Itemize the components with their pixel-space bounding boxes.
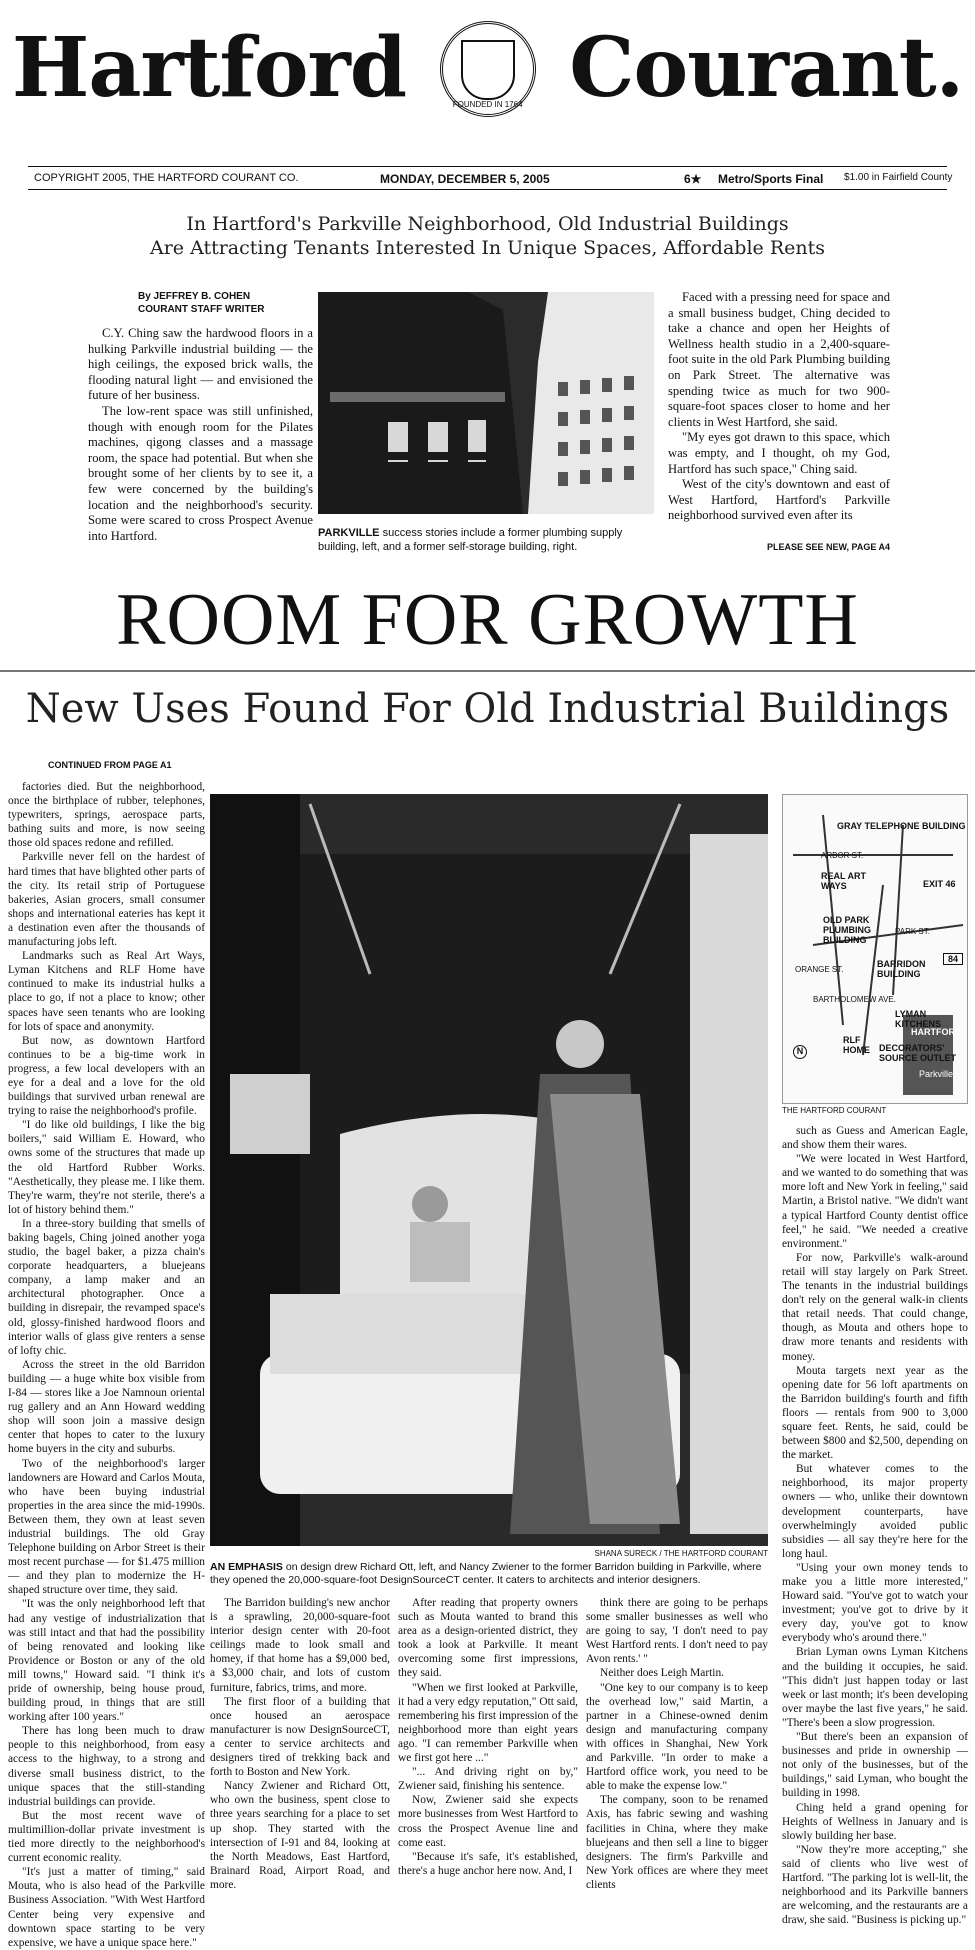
masthead bbox=[0, 18, 975, 123]
paragraph: think there are going to be perhaps some smaller businesses as well who are going to say, 'I don't need to pay West Hartford rents. I don't need to pay Avon rents.' " bbox=[586, 1597, 768, 1666]
parkville-map bbox=[782, 794, 968, 1104]
seal-founded: FOUNDED IN 1764 bbox=[452, 99, 523, 109]
paragraph: Two of the neighborhood's larger landowners are Howard and Carlos Mouta, who have been buying industrial properties in the area since the mid-1990s. Between them, they own at least seven industrial buildings. The old Gray Telephone building on Arbor Street is their most recent purchase — for $1.475 million — and they plan to modernize the H-shaped structure over time, they said. bbox=[8, 1457, 205, 1597]
inside-column-bottom-1 bbox=[210, 1596, 390, 1892]
caption-lead: AN EMPHASIS bbox=[210, 1561, 283, 1573]
paragraph: After reading that property owners such as Mouta wanted to brand this area as a design-oriented district, they took a look at Parkville. It meant overcoming some first impressions, they said. bbox=[398, 1597, 578, 1680]
jump-line[interactable]: PLEASE SEE NEW, PAGE A4 bbox=[766, 542, 890, 552]
byline-name: By JEFFREY B. COHEN bbox=[138, 291, 251, 302]
continued-line: CONTINUED FROM PAGE A1 bbox=[48, 760, 172, 770]
paragraph: Landmarks such as Real Art Ways, Lyman Kitchens and RLF Home have continued to make its industrial hulks a place to go, if not a place to know; other spaces have seen tenants who are looking for lots of space and anonymity. bbox=[8, 950, 205, 1033]
map-label: Parkville bbox=[919, 1069, 954, 1079]
paragraph: Parkville never fell on the hardest of hard times that have blighted other parts of the city. Its retail strip of Portuguese bakeries, Asian grocers, small consumer shops and international eateries has kept it a destination even after the thousands of manufacturing jobs left. bbox=[8, 851, 205, 949]
paragraph: such as Guess and American Eagle, and show them their wares. bbox=[782, 1125, 968, 1152]
paragraph: "We were located in West Hartford, and we wanted to do something that was more loft and New York in feeling," said Martin, a Bristol native. "We didn't want a typical Hartford County dentist office feel," he said. "We needed a creative environment." bbox=[782, 1153, 968, 1250]
paragraph: The first floor of a building that once housed an aerospace manufacturer is now DesignSourceCT, a center to service architects and designers tired of trekking back and forth to Boston and New York. bbox=[210, 1695, 390, 1779]
paragraph: Ching held a grand opening for Heights of Wellness in January and is slowly building her base. bbox=[782, 1801, 968, 1842]
dateline bbox=[28, 170, 953, 190]
map-label: DECORATORS' SOURCE OUTLET bbox=[879, 1043, 957, 1063]
paragraph: There has long been much to draw people to this neighborhood, from easy access to the highway, to a strong and diverse small business district, to the unique spaces that the still-standing industrial buildings can provide. bbox=[8, 1725, 205, 1808]
paragraph: In a three-story building that smells of baking bagels, Ching joined another yoga studio, the bagel baker, a pizza chain's corporate headquarters, a bluejeans company, a lamp maker and an architectural photographer. Once a building in disrepair, the revamped space's old, glossy-finished hardwood floors and interior walls of glass give renters a sense of lofty chic. bbox=[8, 1217, 205, 1357]
design-center-photo bbox=[210, 794, 768, 1546]
map-label: RLF HOME bbox=[843, 1035, 870, 1055]
map-label: OLD PARK PLUMBING BUILDING bbox=[823, 915, 871, 945]
paragraph: The low-rent space was still unfinished, though with enough room for the Pilates machines, qigong classes and a massage room, the space had potential. But when she brought some of her clients by to see it, a few were concerned by the building's location and the neighborhood's security. Some were scared to cross Prospect Avenue into Hartford. bbox=[88, 403, 313, 543]
dateline-bottom-rule bbox=[28, 189, 947, 190]
deck-line-1: In Hartford's Parkville Neighborhood, Old Industrial Buildings bbox=[186, 213, 789, 235]
map-label: ORANGE ST. bbox=[795, 965, 844, 974]
paragraph: factories died. But the neighborhood, once the birthplace of rubber, telephones, typewriters, springs, aerospace parts, bathing suits and more, is now seeing those old spaces redone and refilled. bbox=[8, 781, 205, 850]
bed-photo bbox=[210, 794, 768, 1546]
map-label: BARRIDON BUILDING bbox=[877, 959, 926, 979]
map-label: HARTFORD bbox=[911, 1027, 962, 1037]
paragraph: But whatever comes to the neighborhood, its major property owners — who, unlike their downtown development counterparts, have overwhelmingly avoided public subsidies — all say they're here for the long haul. bbox=[782, 1463, 968, 1560]
paragraph: "When we first looked at Parkville, it had a very edgy reputation," Ott said, remembering his first impression of the neighborhood more than eight years ago. "I can remember Parkville when we first got here ..." bbox=[398, 1681, 578, 1765]
paragraph: But the most recent wave of multimillion-dollar private investment is tied more directly to the neighborhood's current economic reality. bbox=[8, 1809, 205, 1865]
paragraph: "Because it's safe, it's established, there's a huge anchor here now. And, I bbox=[398, 1850, 578, 1877]
paragraph: Nancy Zwiener and Richard Ott, who own the business, spent close to three years searching for a place to set up shop. They started with the intersection of I-91 and 84, looking at the North Meadows, East Hartford, Brainard Road, Airport Road, and more. bbox=[210, 1780, 390, 1891]
seal-icon bbox=[440, 21, 536, 117]
paragraph: "Now they're more accepting," she said of clients who live west of Hartford. "The parking lot is well-lit, the neighborhood and its Parkville banners are welcoming, and the restaurants are a draw, she said. "Business is picking up." bbox=[782, 1843, 968, 1927]
price: $1.00 in Fairfield County bbox=[844, 172, 953, 183]
front-column-1 bbox=[88, 326, 313, 544]
paragraph: "One key to our company is to keep the overhead low," said Martin, a partner in a Chinese-owned denim design and manufacturing company with offices in Shanghai, New York and Parkville. "In order to make a Hartford office work, you need to be able to make the expense low." bbox=[586, 1681, 768, 1793]
map-credit: THE HARTFORD COURANT bbox=[782, 1106, 887, 1115]
deck-line-2: Are Attracting Tenants Interested In Unique Spaces, Affordable Rents bbox=[149, 237, 825, 259]
front-column-3 bbox=[668, 290, 890, 524]
page-divider bbox=[0, 670, 975, 672]
paragraph: "I do like old buildings, I like the big boilers," said William E. Howard, who owns some of the structures that made up the old Hartford Rubber Works. "Aesthetically, they please me. I like them. They're warm, they're not sterile, there's a lot of history behind them." bbox=[8, 1119, 205, 1216]
paragraph: Brian Lyman owns Lyman Kitchens and the building it occupies, he said. "This didn't just happen today or last week or last month; it's been developing over maybe the last five years," he said. "There's been a slow progression. bbox=[782, 1646, 968, 1729]
buildings-photo bbox=[318, 292, 654, 514]
byline-title: COURANT STAFF WRITER bbox=[138, 304, 265, 315]
paragraph: The Barridon building's new anchor is a sprawling, 20,000-square-foot interior design center with 20-foot ceilings made to look small and homey, if that home has a $9,000 bed, a $3,000 chair, and lots of custom furniture, fabrics, trims, and more. bbox=[210, 1597, 390, 1694]
inside-column-bottom-3 bbox=[586, 1596, 768, 1892]
front-byline bbox=[138, 290, 313, 316]
photo-caption bbox=[210, 1561, 768, 1587]
map-label: GRAY TELEPHONE BUILDING bbox=[837, 821, 966, 831]
inside-column-1 bbox=[8, 780, 205, 1950]
front-photo-caption bbox=[318, 526, 654, 554]
paragraph: Mouta targets next year as the opening date for 56 loft apartments on the Barridon building's fourth and fifth floors — rentals from 900 to 3,000 square feet. Rents, he said, could be between $800 and $2,500, depending on the market. bbox=[782, 1364, 968, 1462]
paragraph: West of the city's downtown and east of West Hartford, Hartford's Parkville neighborhood survived even after its bbox=[668, 477, 890, 523]
inside-column-bottom-2 bbox=[398, 1596, 578, 1878]
interstate-84-icon: 84 bbox=[943, 953, 963, 965]
copyright: COPYRIGHT 2005, THE HARTFORD COURANT CO. bbox=[34, 172, 299, 184]
paragraph: Neither does Leigh Martin. bbox=[600, 1667, 724, 1680]
paragraph: "My eyes got drawn to this space, which was empty, and I thought, oh my God, Hartford has such space," Ching said. bbox=[668, 430, 890, 476]
paragraph: C.Y. Ching saw the hardwood floors in a hulking Parkville industrial building — the high ceilings, the exposed brick walls, the flooding natural light — and envisioned the future of her business. bbox=[88, 326, 313, 403]
issue-date: MONDAY, DECEMBER 5, 2005 bbox=[380, 172, 550, 186]
paragraph: Faced with a pressing need for space and a small business budget, Ching decided to take a chance and open her Heights of Wellness health studio in a 2,400-square-foot suite in the old Park Plumbing building on Park Street. The alternative was spending twice as much for two 900-square-foot spaces closer to home and her clients in West Hartford, she said. bbox=[668, 290, 890, 429]
dateline-top-rule bbox=[28, 166, 947, 167]
caption-lead: PARKVILLE bbox=[318, 527, 380, 539]
north-arrow-icon: N bbox=[793, 1045, 807, 1059]
inside-headline: New Uses Found For Old Industrial Buildings bbox=[25, 686, 950, 732]
paragraph: "... And driving right on by," Zwiener said, finishing his sentence. bbox=[398, 1766, 578, 1793]
paragraph: For now, Parkville's walk-around retail will stay largely on Park Street. The tenants in the industrial buildings don't rely on the general walk-in clients that retail needs. That could change, though, as Mouta and others hope to draw more tenants and residents with money. bbox=[782, 1251, 968, 1363]
masthead-left: Hartford bbox=[11, 20, 407, 116]
masthead-right: Courant. bbox=[569, 20, 964, 116]
paragraph: Across the street in the old Barridon building — a huge white box visible from I-84 — stores like a Joe Namnoun oriental rug gallery and an Ann Howard wedding shop will soon join a massive design center that hopes to cater to the luxury home buyers in the city and suburbs. bbox=[8, 1358, 205, 1456]
paragraph: Now, Zwiener said she expects more businesses from West Hartford to cross the Prospect Avenue line and come east. bbox=[398, 1794, 578, 1849]
map-label: BARTHOLOMEW AVE. bbox=[813, 995, 896, 1004]
map-label: PARK ST. bbox=[895, 927, 930, 936]
photo-credit: SHANA SURECK / THE HARTFORD COURANT bbox=[594, 1549, 768, 1558]
edition-code: 6★ bbox=[684, 172, 702, 186]
front-headline: ROOM FOR GROWTH bbox=[116, 579, 859, 661]
edition-name: Metro/Sports Final bbox=[718, 172, 824, 186]
inside-column-right bbox=[782, 1124, 968, 1927]
paragraph: The company, soon to be renamed Axis, has fabric sewing and washing facilities in China, where they make bluejeans and then sell a line to bigger designers. The firm's Parkville and New York offices are where they meet clients bbox=[586, 1794, 768, 1891]
map-label: EXIT 46 bbox=[923, 879, 956, 889]
map-label: ARBOR ST. bbox=[821, 851, 864, 860]
map-label: LYMAN KITCHENS bbox=[895, 1009, 942, 1029]
paragraph: "It was the only neighborhood left that had any vestige of industrialization that was still intact and that had the possibility of being renovated and looking like Providence or Boston or any of the old mill towns," Howard said. "I think it's pride of ownership, being house proud, building proud, in things that are still working after 100 years." bbox=[8, 1598, 205, 1724]
paragraph: "Using your own money tends to make you a little more interested," Howard said. "You've got to watch your investment; you've got to drive by it every day, you've got to know everybody who's around there." bbox=[782, 1561, 968, 1645]
caption-text: success stories include a former plumbing supply building, left, and a former self-storage building, right. bbox=[318, 527, 623, 553]
front-deck bbox=[60, 212, 915, 260]
map-label: REAL ART WAYS bbox=[821, 871, 866, 891]
caption-text: on design drew Richard Ott, left, and Nancy Zwiener to the former Barridon building in Parkville, where they opened the 20,000-square-foot DesignSourceCT center. It caters to architects and interior designers. bbox=[210, 1561, 762, 1586]
paragraph: But now, as downtown Hartford continues to be a big-time work in progress, a few local developers with an eye for a deal and a love for the old buildings that survived urban renewal are trying to raise the neighborhood's profile. bbox=[8, 1034, 205, 1118]
paragraph: "It's just a matter of timing," said Mouta, who is also head of the Parkville Business Association. "With West Hartford Center being very expensive and downtown space starting to be very expensive, we have a unique space here." bbox=[8, 1866, 205, 1949]
front-photo bbox=[318, 292, 654, 514]
paragraph: "But there's been an expansion of businesses and pride in ownership — not only of the businesses, but of the buildings," said Lyman, who bought the building in 1998. bbox=[782, 1731, 968, 1800]
